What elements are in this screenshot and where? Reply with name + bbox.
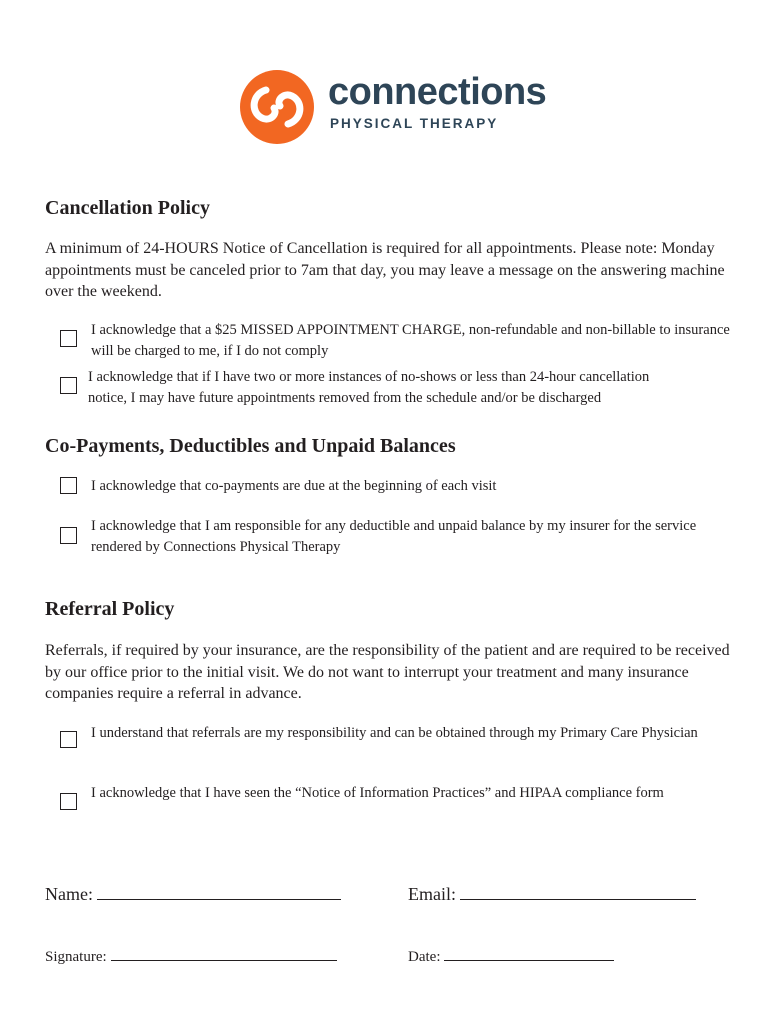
copay-text: I acknowledge that co-payments are due at the beginning of each visit <box>91 478 497 494</box>
hipaa-notice-text: I acknowledge that I have seen the “Notice of Information Practices” and HIPAA compliance form <box>91 785 664 801</box>
email-input-line[interactable] <box>460 898 696 900</box>
signature-input-line[interactable] <box>111 959 337 961</box>
deductible-checkbox[interactable] <box>60 527 77 544</box>
no-show-checkbox[interactable] <box>60 377 77 394</box>
email-field <box>408 884 696 905</box>
hipaa-notice-checkbox[interactable] <box>60 793 77 810</box>
signature-field <box>45 948 337 966</box>
company-logo <box>238 68 547 148</box>
referral-responsibility-checkbox[interactable] <box>60 731 77 748</box>
email-label: Email: <box>408 884 456 904</box>
referral-responsibility-text: I understand that referrals are my responsibility and can be obtained through my Primary Care Physician <box>91 725 698 741</box>
cancellation-body: A minimum of 24-HOURS Notice of Cancellation is required for all appointments. Please note: Monday appointments must be canceled prior to 7am that day, you may leave a message on the answering machine over the weekend. <box>45 240 725 300</box>
missed-charge-text: I acknowledge that a $25 MISSED APPOINTMENT CHARGE, non-refundable and non-billable to insurance will be charged to me, if I do not comply <box>91 322 730 359</box>
name-field <box>45 884 341 905</box>
missed-charge-checkbox[interactable] <box>60 330 77 347</box>
referral-heading: Referral Policy <box>45 598 175 620</box>
signature-label: Signature: <box>45 949 107 965</box>
referral-body: Referrals, if required by your insurance, are the responsibility of the patient and are required to be received by our office prior to the initial visit. We do not want to interrupt your treatment and many insurance companies require a referral in advance. <box>45 642 730 702</box>
date-input-line[interactable] <box>444 959 614 961</box>
name-input-line[interactable] <box>97 898 341 900</box>
copay-heading: Co-Payments, Deductibles and Unpaid Balances <box>45 435 456 457</box>
deductible-text: I acknowledge that I am responsible for any deductible and unpaid balance by my insurer for the service rendered by Connections Physical Therapy <box>91 518 697 555</box>
date-field <box>408 948 614 966</box>
date-label: Date: <box>408 949 441 965</box>
brand-name: connections <box>328 71 547 113</box>
connections-logo-icon <box>238 68 316 146</box>
no-show-text: I acknowledge that if I have two or more instances of no-shows or less than 24-hour cancellation notice, I may have future appointments removed from the schedule and/or be discharged <box>88 369 650 406</box>
copay-checkbox[interactable] <box>60 477 77 494</box>
brand-subtitle: PHYSICAL THERAPY <box>330 116 499 131</box>
name-label: Name: <box>45 884 93 904</box>
cancellation-heading: Cancellation Policy <box>45 197 210 219</box>
